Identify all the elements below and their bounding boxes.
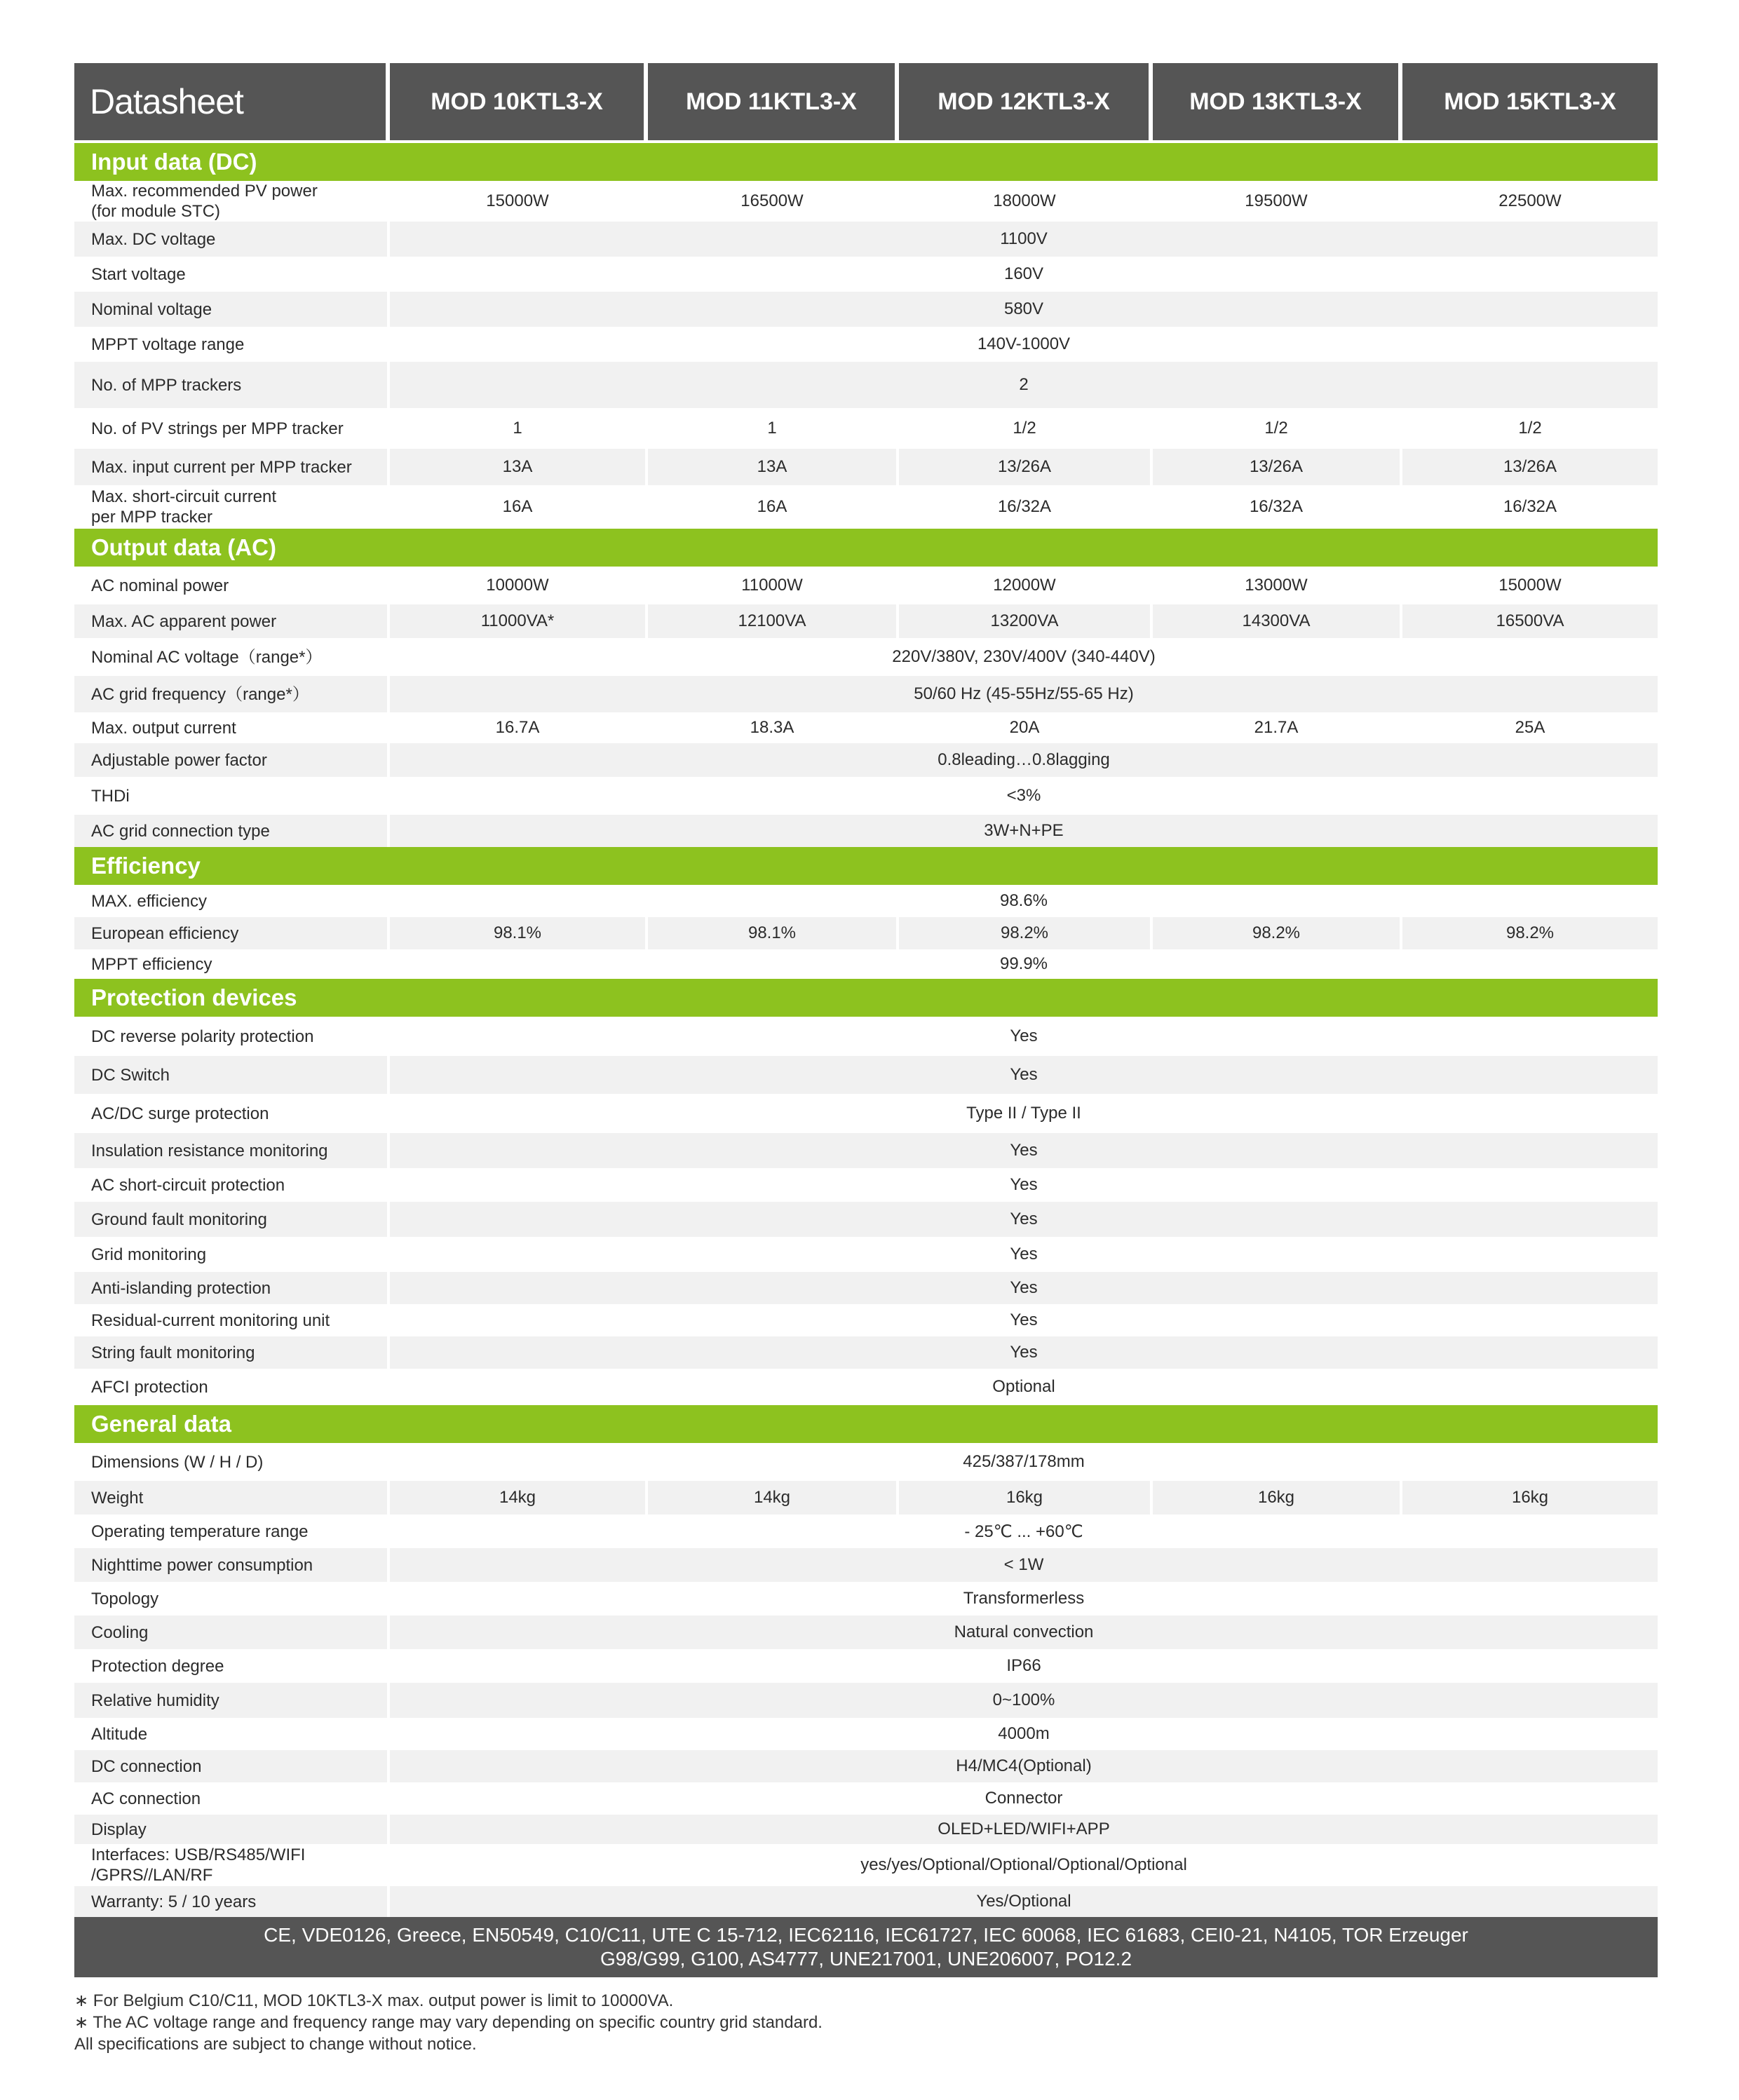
- row-value: 19500W: [1153, 181, 1402, 222]
- row-value: 14kg: [390, 1481, 648, 1515]
- row-label: Relative humidity: [74, 1683, 390, 1718]
- table-row: [74, 449, 1658, 485]
- row-value: 15000W: [1402, 567, 1658, 604]
- row-value: Yes: [390, 1202, 1658, 1237]
- row-value: 13/26A: [1402, 449, 1658, 485]
- row-value: 22500W: [1402, 181, 1658, 222]
- row-label: European efficiency: [74, 917, 390, 949]
- row-value: 18000W: [899, 181, 1153, 222]
- model-header: MOD 13KTL3-X: [1153, 63, 1402, 140]
- row-label: Max. DC voltage: [74, 222, 390, 257]
- certifications-line: CE, VDE0126, Greece, EN50549, C10/C11, UTE C 15-712, IEC62116, IEC61727, IEC 60068, IEC 61683, CEI0-21, N4105, TOR Erzeuger: [264, 1924, 1468, 1946]
- row-label: Cooling: [74, 1615, 390, 1649]
- table-row: [74, 408, 1658, 449]
- model-header: MOD 15KTL3-X: [1402, 63, 1658, 140]
- model-header: MOD 10KTL3-X: [390, 63, 648, 140]
- row-label: Max. AC apparent power: [74, 604, 390, 638]
- table-row: [74, 1515, 1658, 1548]
- section-header: Output data (AC): [74, 529, 1658, 567]
- table-row: [74, 222, 1658, 257]
- row-value: 11000VA*: [390, 604, 648, 638]
- row-value: Yes: [390, 1017, 1658, 1056]
- row-label: DC connection: [74, 1750, 390, 1782]
- row-label: Interfaces: USB/RS485/WIFI /GPRS//LAN/RF: [74, 1844, 390, 1886]
- table-row: [74, 1202, 1658, 1237]
- row-value: 3W+N+PE: [390, 815, 1658, 847]
- table-row: [74, 815, 1658, 847]
- row-label: Max. output current: [74, 712, 390, 743]
- row-value: <3%: [390, 777, 1658, 815]
- row-label: No. of MPP trackers: [74, 362, 390, 408]
- row-value: - 25℃ ... +60℃: [390, 1515, 1658, 1548]
- row-value: 160V: [390, 257, 1658, 292]
- row-value: 4000m: [390, 1718, 1658, 1750]
- row-label: MPPT voltage range: [74, 327, 390, 362]
- table-row: [74, 1443, 1658, 1481]
- row-value: 25A: [1402, 712, 1658, 743]
- row-value: yes/yes/Optional/Optional/Optional/Optional: [390, 1844, 1658, 1886]
- table-row: [74, 1782, 1658, 1815]
- row-value: 0.8leading…0.8lagging: [390, 743, 1658, 777]
- row-label: AC/DC surge protection: [74, 1094, 390, 1133]
- row-value: H4/MC4(Optional): [390, 1750, 1658, 1782]
- row-value: 220V/380V, 230V/400V (340-440V): [390, 638, 1658, 676]
- row-label: AC short-circuit protection: [74, 1168, 390, 1202]
- table-row: [74, 1168, 1658, 1202]
- row-value: 16/32A: [899, 485, 1153, 529]
- row-label: Max. recommended PV power (for module STC): [74, 181, 390, 222]
- row-value: Yes: [390, 1056, 1658, 1094]
- row-value: 140V-1000V: [390, 327, 1658, 362]
- row-label: Display: [74, 1815, 390, 1844]
- row-value: 13/26A: [1153, 449, 1402, 485]
- certifications-line: G98/G99, G100, AS4777, UNE217001, UNE206007, PO12.2: [600, 1948, 1132, 1970]
- row-value: 98.2%: [899, 917, 1153, 949]
- row-label: AC connection: [74, 1782, 390, 1815]
- table-row: [74, 257, 1658, 292]
- row-value: 425/387/178mm: [390, 1443, 1658, 1481]
- table-row: [74, 362, 1658, 408]
- table-row: [74, 1750, 1658, 1782]
- row-value: 50/60 Hz (45-55Hz/55-65 Hz): [390, 676, 1658, 712]
- table-row: [74, 1056, 1658, 1094]
- row-value: 16500W: [648, 181, 899, 222]
- table-row: [74, 885, 1658, 917]
- row-value: 13200VA: [899, 604, 1153, 638]
- table-row: [74, 1481, 1658, 1515]
- row-value: Yes: [390, 1304, 1658, 1336]
- row-value: Transformerless: [390, 1582, 1658, 1615]
- row-label: Altitude: [74, 1718, 390, 1750]
- table-row: [74, 1649, 1658, 1683]
- row-value: 16A: [390, 485, 648, 529]
- row-label: DC Switch: [74, 1056, 390, 1094]
- row-value: 98.1%: [390, 917, 648, 949]
- row-label: String fault monitoring: [74, 1336, 390, 1369]
- table-row: [74, 1237, 1658, 1272]
- row-label: MAX. efficiency: [74, 885, 390, 917]
- table-row: [74, 1844, 1658, 1886]
- row-value: 13/26A: [899, 449, 1153, 485]
- row-value: 1: [648, 408, 899, 449]
- row-value: < 1W: [390, 1548, 1658, 1582]
- table-row: [74, 1683, 1658, 1718]
- table-row: [74, 485, 1658, 529]
- model-header: MOD 11KTL3-X: [648, 63, 899, 140]
- row-value: 16/32A: [1153, 485, 1402, 529]
- table-row: [74, 327, 1658, 362]
- row-label: Topology: [74, 1582, 390, 1615]
- row-value: 0~100%: [390, 1683, 1658, 1718]
- table-row: [74, 1304, 1658, 1336]
- row-value: 18.3A: [648, 712, 899, 743]
- row-value: 10000W: [390, 567, 648, 604]
- row-value: 1/2: [899, 408, 1153, 449]
- table-row: [74, 604, 1658, 638]
- table-row: [74, 1369, 1658, 1405]
- table-row: [74, 712, 1658, 743]
- row-value: 12000W: [899, 567, 1153, 604]
- row-label: Max. input current per MPP tracker: [74, 449, 390, 485]
- row-value: 16kg: [899, 1481, 1153, 1515]
- row-value: Natural convection: [390, 1615, 1658, 1649]
- row-label: Nominal voltage: [74, 292, 390, 327]
- table-row: [74, 1272, 1658, 1304]
- table-row: [74, 1718, 1658, 1750]
- row-label: Nighttime power consumption: [74, 1548, 390, 1582]
- section-header: Protection devices: [74, 979, 1658, 1017]
- row-value: 21.7A: [1153, 712, 1402, 743]
- certifications-bar: [74, 1917, 1658, 1977]
- table-row: [74, 181, 1658, 222]
- row-value: IP66: [390, 1649, 1658, 1683]
- table-row: [74, 1017, 1658, 1056]
- row-value: 13000W: [1153, 567, 1402, 604]
- row-value: 98.2%: [1402, 917, 1658, 949]
- row-value: Type II / Type II: [390, 1094, 1658, 1133]
- section-header: Input data (DC): [74, 143, 1658, 181]
- row-label: DC reverse polarity protection: [74, 1017, 390, 1056]
- table-row: [74, 949, 1658, 979]
- table-row: [74, 743, 1658, 777]
- row-value: 98.1%: [648, 917, 899, 949]
- row-value: Connector: [390, 1782, 1658, 1815]
- row-value: Yes: [390, 1336, 1658, 1369]
- row-value: 99.9%: [390, 949, 1658, 979]
- row-label: AC grid frequency（range*）: [74, 676, 390, 712]
- table-row: [74, 1548, 1658, 1582]
- row-label: MPPT efficiency: [74, 949, 390, 979]
- row-label: AC nominal power: [74, 567, 390, 604]
- row-label: No. of PV strings per MPP tracker: [74, 408, 390, 449]
- row-value: Yes: [390, 1168, 1658, 1202]
- row-value: 98.6%: [390, 885, 1658, 917]
- row-value: 15000W: [390, 181, 648, 222]
- row-value: 1: [390, 408, 648, 449]
- table-row: [74, 567, 1658, 604]
- row-label: Max. short-circuit current per MPP tracker: [74, 485, 390, 529]
- row-label: Warranty: 5 / 10 years: [74, 1886, 390, 1917]
- row-value: 2: [390, 362, 1658, 408]
- row-value: Yes: [390, 1133, 1658, 1168]
- row-label: Grid monitoring: [74, 1237, 390, 1272]
- footnote: ∗ The AC voltage range and frequency range may vary depending on specific country grid standard.: [74, 2013, 823, 2032]
- row-value: 20A: [899, 712, 1153, 743]
- row-label: Residual-current monitoring unit: [74, 1304, 390, 1336]
- row-value: 16500VA: [1402, 604, 1658, 638]
- row-label: Dimensions (W / H / D): [74, 1443, 390, 1481]
- footnotes: [74, 1990, 823, 2055]
- row-label: Protection degree: [74, 1649, 390, 1683]
- table-row: [74, 1615, 1658, 1649]
- row-value: 1/2: [1153, 408, 1402, 449]
- section-header: General data: [74, 1405, 1658, 1443]
- page-title: Datasheet: [74, 63, 390, 140]
- footnote: All specifications are subject to change without notice.: [74, 2035, 477, 2054]
- row-label: Ground fault monitoring: [74, 1202, 390, 1237]
- row-label: AFCI protection: [74, 1369, 390, 1405]
- row-value: 1/2: [1402, 408, 1658, 449]
- row-value: 14300VA: [1153, 604, 1402, 638]
- row-value: 98.2%: [1153, 917, 1402, 949]
- row-value: 16A: [648, 485, 899, 529]
- table-row: [74, 676, 1658, 712]
- datasheet-table: [74, 63, 1658, 1977]
- table-row: [74, 292, 1658, 327]
- row-label: Adjustable power factor: [74, 743, 390, 777]
- row-value: OLED+LED/WIFI+APP: [390, 1815, 1658, 1844]
- table-row: [74, 1336, 1658, 1369]
- row-label: Insulation resistance monitoring: [74, 1133, 390, 1168]
- row-value: 11000W: [648, 567, 899, 604]
- row-value: Optional: [390, 1369, 1658, 1405]
- table-row: [74, 1582, 1658, 1615]
- table-row: [74, 1133, 1658, 1168]
- row-label: AC grid connection type: [74, 815, 390, 847]
- table-row: [74, 777, 1658, 815]
- row-value: 12100VA: [648, 604, 899, 638]
- model-header: MOD 12KTL3-X: [899, 63, 1153, 140]
- row-value: 13A: [648, 449, 899, 485]
- table-row: [74, 1094, 1658, 1133]
- table-row: [74, 1815, 1658, 1844]
- row-label: Nominal AC voltage（range*）: [74, 638, 390, 676]
- row-label: Operating temperature range: [74, 1515, 390, 1548]
- section-header: Efficiency: [74, 847, 1658, 885]
- row-value: Yes/Optional: [390, 1886, 1658, 1917]
- row-value: 16kg: [1402, 1481, 1658, 1515]
- row-value: Yes: [390, 1272, 1658, 1304]
- table-header: [74, 63, 1658, 140]
- table-row: [74, 1886, 1658, 1917]
- row-label: Start voltage: [74, 257, 390, 292]
- row-value: 14kg: [648, 1481, 899, 1515]
- row-label: Anti-islanding protection: [74, 1272, 390, 1304]
- row-value: 16/32A: [1402, 485, 1658, 529]
- footnote: ∗ For Belgium C10/C11, MOD 10KTL3-X max. output power is limit to 10000VA.: [74, 1991, 674, 2010]
- row-value: Yes: [390, 1237, 1658, 1272]
- row-value: 1100V: [390, 222, 1658, 257]
- row-label: Weight: [74, 1481, 390, 1515]
- row-label: THDi: [74, 777, 390, 815]
- row-value: 16.7A: [390, 712, 648, 743]
- row-value: 13A: [390, 449, 648, 485]
- table-row: [74, 638, 1658, 676]
- row-value: 16kg: [1153, 1481, 1402, 1515]
- table-row: [74, 917, 1658, 949]
- row-value: 580V: [390, 292, 1658, 327]
